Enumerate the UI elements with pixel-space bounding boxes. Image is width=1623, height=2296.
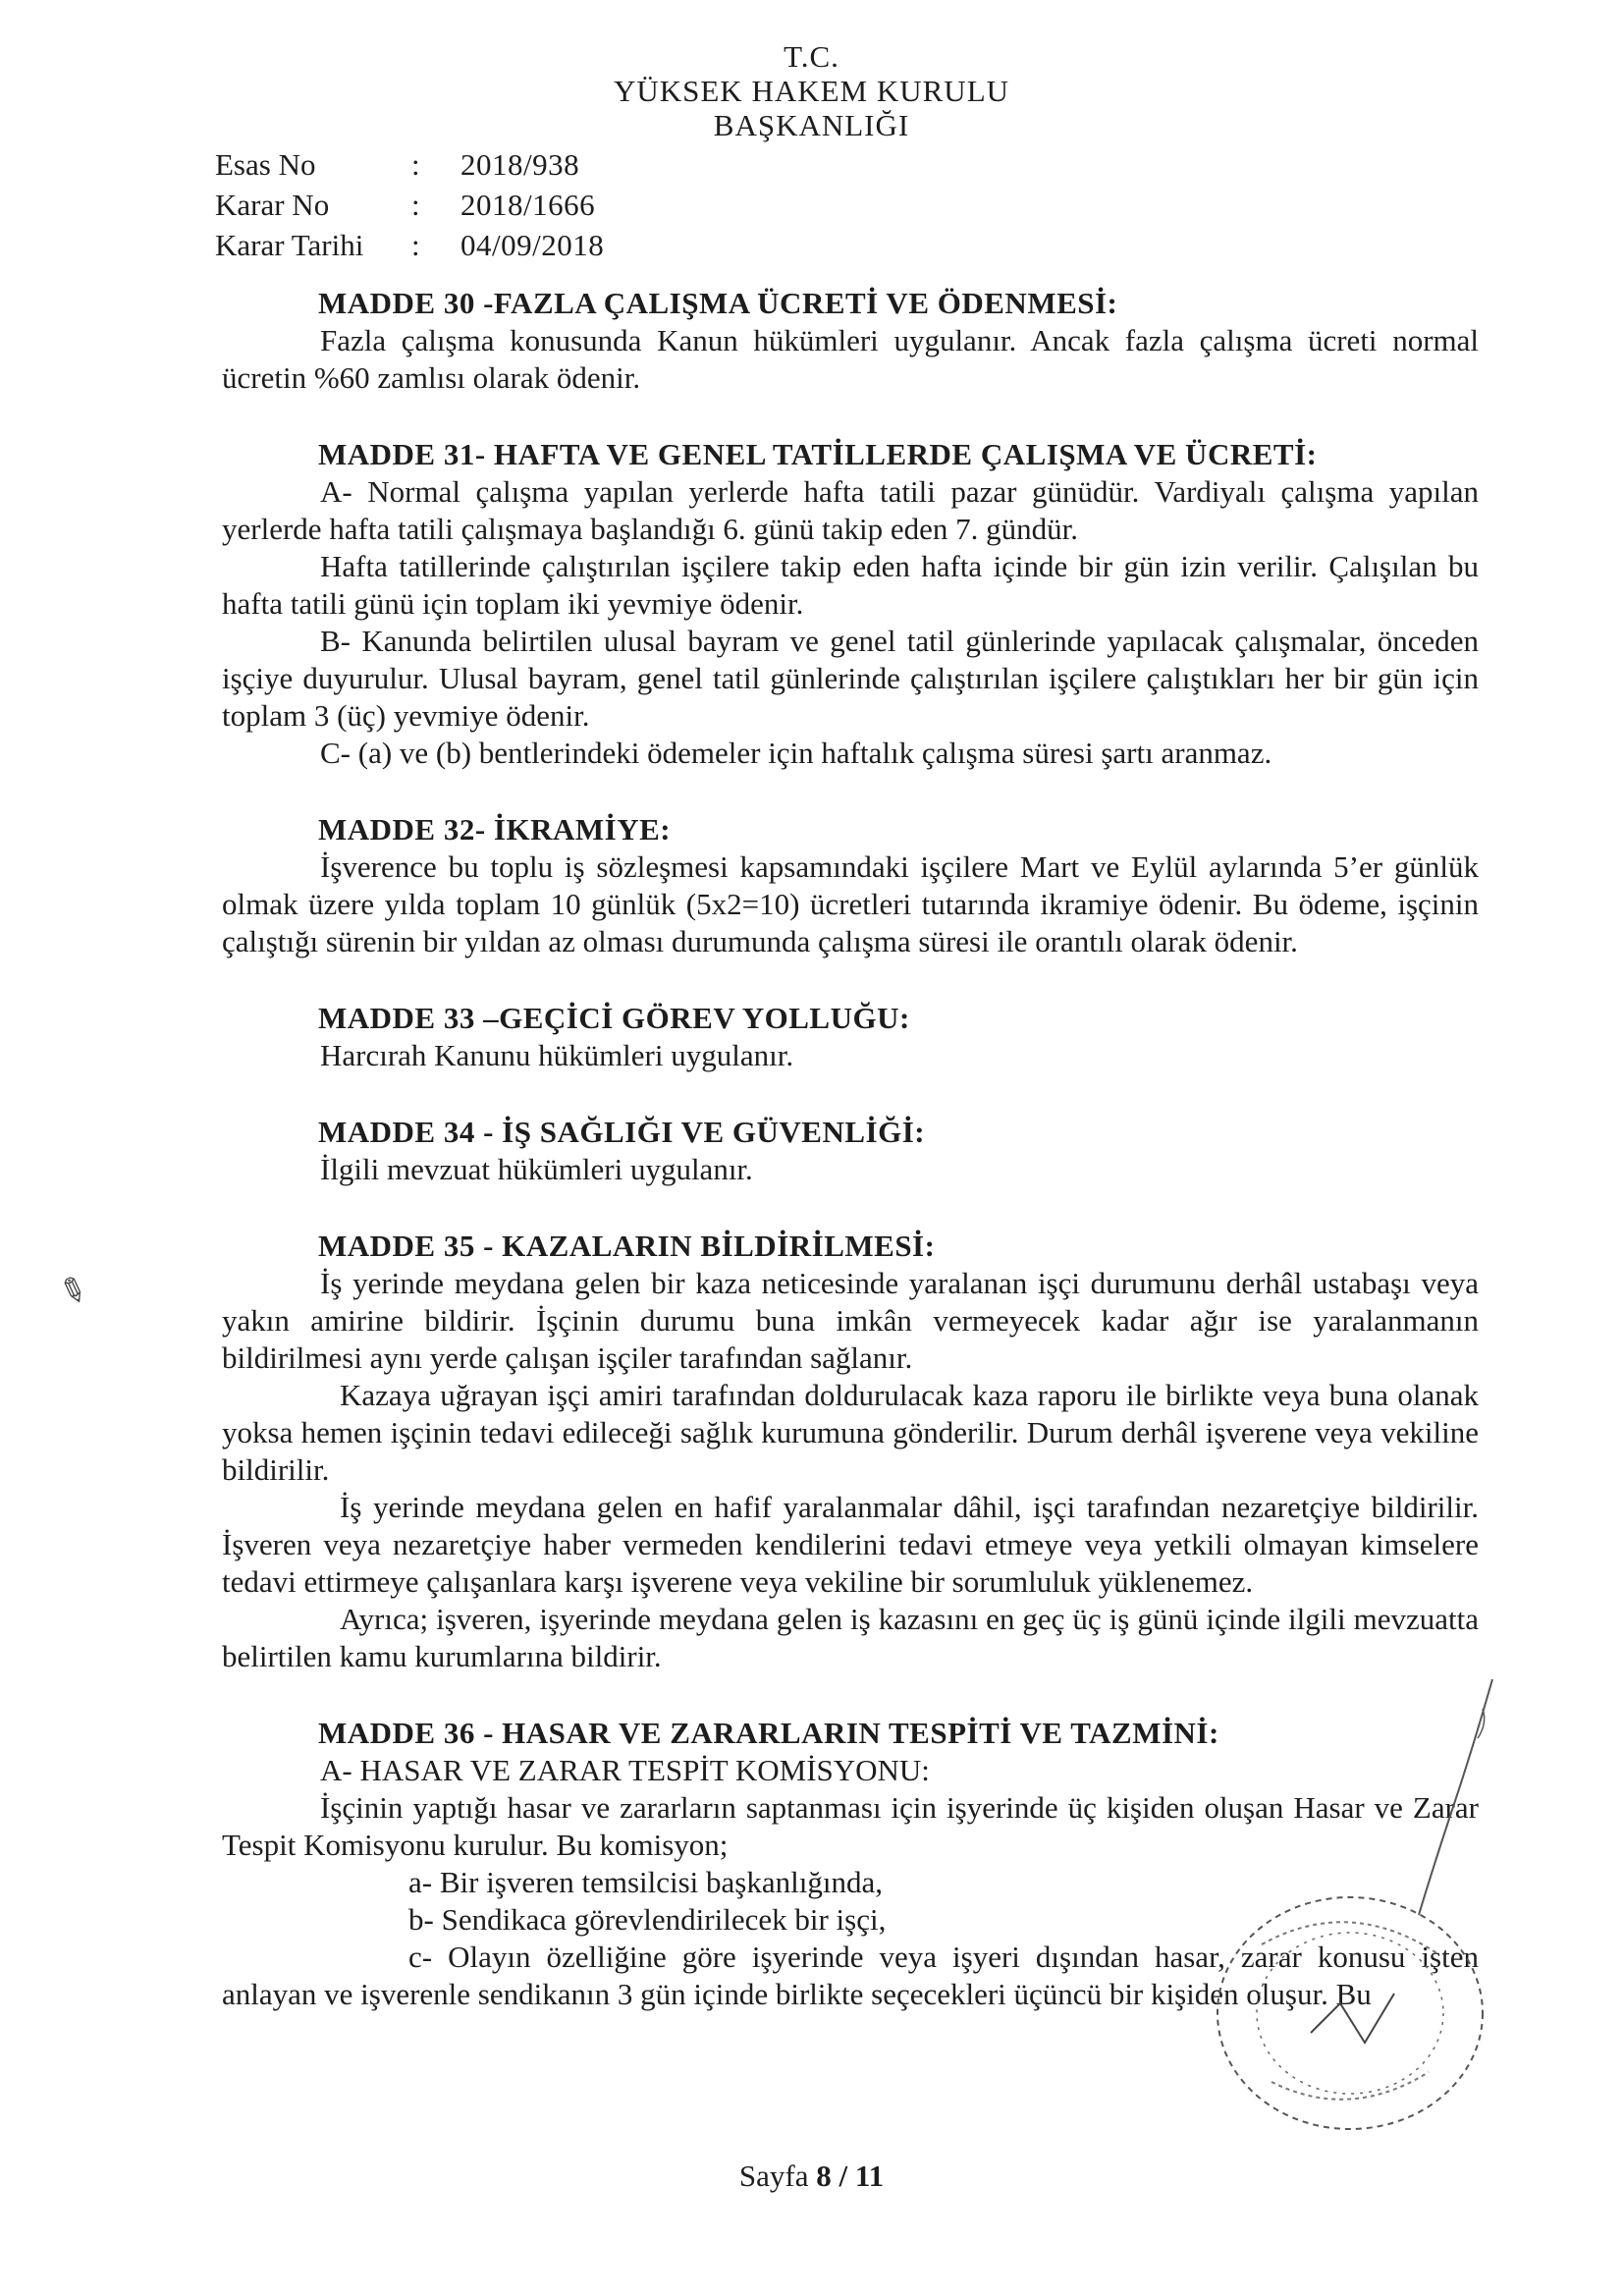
article-paragraph: İşçinin yaptığı hasar ve zararların saptanması için işyerinde üç kişiden oluşan Hasar ve Zarar Tespit Komisyonu kurulur. Bu komisyon; xyxy=(222,1790,1479,1862)
article-paragraph: Fazla çalışma konusunda Kanun hükümleri uygulanır. Ancak fazla çalışma ücreti normal ücretin %60 zamlısı olarak ödenir. xyxy=(222,323,1479,395)
list-item: a- Bir işveren temsilcisi başkanlığında, xyxy=(408,1865,883,1899)
document-body xyxy=(222,285,1479,2052)
article-32 xyxy=(222,811,1479,960)
article-title: MADDE 34 - İŞ SAĞLIĞI VE GÜVENLİĞİ: xyxy=(318,1115,926,1149)
article-paragraph: İlgili mevzuat hükümleri uygulanır. xyxy=(320,1152,753,1186)
article-title: MADDE 33 –GEÇİCİ GÖREV YOLLUĞU: xyxy=(318,1001,910,1035)
header-line-institution: YÜKSEK HAKEM KURULU xyxy=(613,74,1010,108)
article-subtitle: A- HASAR VE ZARAR TESPİT KOMİSYONU: xyxy=(320,1753,930,1787)
article-paragraph: İşverence bu toplu iş sözleşmesi kapsamındaki işçilere Mart ve Eylül aylarında 5’er günlük olmak üzere yılda toplam 10 günlük (5x2=10) ücretleri tutarında ikramiye ödenir. Bu ödeme, işçinin çalıştığı sürenin bir yıldan az olması durumunda çalışma süresi ile orantılı olarak ödenir. xyxy=(222,849,1479,958)
article-title: MADDE 30 -FAZLA ÇALIŞMA ÜCRETİ VE ÖDENMESİ: xyxy=(318,286,1118,320)
article-title: MADDE 36 - HASAR VE ZARARLARIN TESPİTİ VE TAZMİNİ: xyxy=(318,1716,1219,1750)
list-item: b- Sendikaca görevlendirilecek bir işçi, xyxy=(408,1902,887,1937)
article-paragraph: İş yerinde meydana gelen en hafif yaralanmalar dâhil, işçi tarafından nezaretçiye bildirilir. İşveren veya nezaretçiye haber vermeden kendilerini tedavi etmeye veya yetkili olmayan kimselere tedavi ettirmeye çalışanlara karşı işverene veya vekiline bir sorumluluk yüklenemez. xyxy=(222,1490,1479,1599)
article-paragraph: Kazaya uğrayan işçi amiri tarafından doldurulacak kaza raporu ile birlikte veya buna olanak yoksa hemen işçinin tedavi edileceği sağlık kurumuna gönderilir. Durum derhâl işverene veya vekiline bildirilir. xyxy=(222,1378,1479,1487)
article-30 xyxy=(222,285,1479,397)
header-line-tc: T.C. xyxy=(784,39,839,74)
meta-row-karar xyxy=(215,185,604,225)
meta-label: Esas No xyxy=(215,147,316,182)
meta-value: 2018/1666 xyxy=(460,188,596,222)
page-number: 8 / 11 xyxy=(816,2159,885,2193)
document-header xyxy=(0,39,1623,142)
article-paragraph: Ayrıca; işveren, işyerinde meydana gelen iş kazasını en geç üç iş günü içinde ilgili mevzuatta belirtilen kamu kurumlarına bildirir. xyxy=(222,1602,1479,1673)
article-title: MADDE 31- HAFTA VE GENEL TATİLLERDE ÇALIŞMA VE ÜCRETİ: xyxy=(318,437,1318,471)
list-item: c- Olayın özelliğine göre işyerinde veya işyeri dışından hasar, zarar konusu işten anlayan ve işverenle sendikanın 3 gün içinde birlikte seçecekleri üçüncü bir kişiden oluşur. Bu xyxy=(222,1940,1479,2011)
article-paragraph: Harcırah Kanunu hükümleri uygulanır. xyxy=(320,1038,794,1072)
meta-value: 2018/938 xyxy=(460,147,580,182)
article-title: MADDE 35 - KAZALARIN BİLDİRİLMESİ: xyxy=(318,1229,936,1263)
page-label: Sayfa xyxy=(738,2159,809,2193)
article-paragraph: A- Normal çalışma yapılan yerlerde hafta tatili pazar günüdür. Vardiyalı çalışma yapılan yerlerde hafta tatili çalışmaya başlandığı 6. günü takip eden 7. gündür. xyxy=(222,474,1479,546)
article-title: MADDE 32- İKRAMİYE: xyxy=(318,812,672,847)
meta-row-tarih xyxy=(215,225,604,265)
article-paragraph: Hafta tatillerinde çalıştırılan işçilere takip eden hafta içinde bir gün izin verilir. Çalışılan bu hafta tatili günü için toplam iki yevmiye ödenir. xyxy=(222,549,1479,621)
article-31 xyxy=(222,436,1479,772)
margin-handwritten-mark: ✎ xyxy=(53,1270,92,1314)
article-34 xyxy=(222,1114,1479,1188)
article-paragraph: B- Kanunda belirtilen ulusal bayram ve genel tatil günlerinde yapılacak çalışmalar, önceden işçiye duyurulur. Ulusal bayram, genel tatil günlerinde çalıştırılan işçilere çalıştıkları her bir gün için toplam 3 (üç) yevmiye ödenir. xyxy=(222,624,1479,733)
meta-label: Karar No xyxy=(215,188,330,222)
meta-colon: : xyxy=(411,188,420,222)
meta-colon: : xyxy=(411,228,420,262)
page-footer xyxy=(0,2159,1623,2194)
article-33 xyxy=(222,1000,1479,1074)
article-paragraph: İş yerinde meydana gelen bir kaza neticesinde yaralanan işçi durumunu derhâl ustabaşı veya yakın amirine bildirir. İşçinin durumu buna imkân vermeyecek kadar ağır ise yaralanmanın bildirilmesi aynı yerde çalışan işçiler tarafından sağlanır. xyxy=(222,1266,1479,1375)
article-paragraph: C- (a) ve (b) bentlerindeki ödemeler için haftalık çalışma süresi şartı aranmaz. xyxy=(320,736,1272,770)
header-line-presidency: BAŞKANLIĞI xyxy=(713,108,910,142)
article-35 xyxy=(222,1228,1479,1675)
meta-colon: : xyxy=(411,147,420,182)
meta-label: Karar Tarihi xyxy=(215,228,364,262)
case-meta xyxy=(215,144,604,265)
signature-mark xyxy=(1414,1669,1502,1925)
meta-row-esas xyxy=(215,144,604,185)
meta-value: 04/09/2018 xyxy=(460,228,605,262)
